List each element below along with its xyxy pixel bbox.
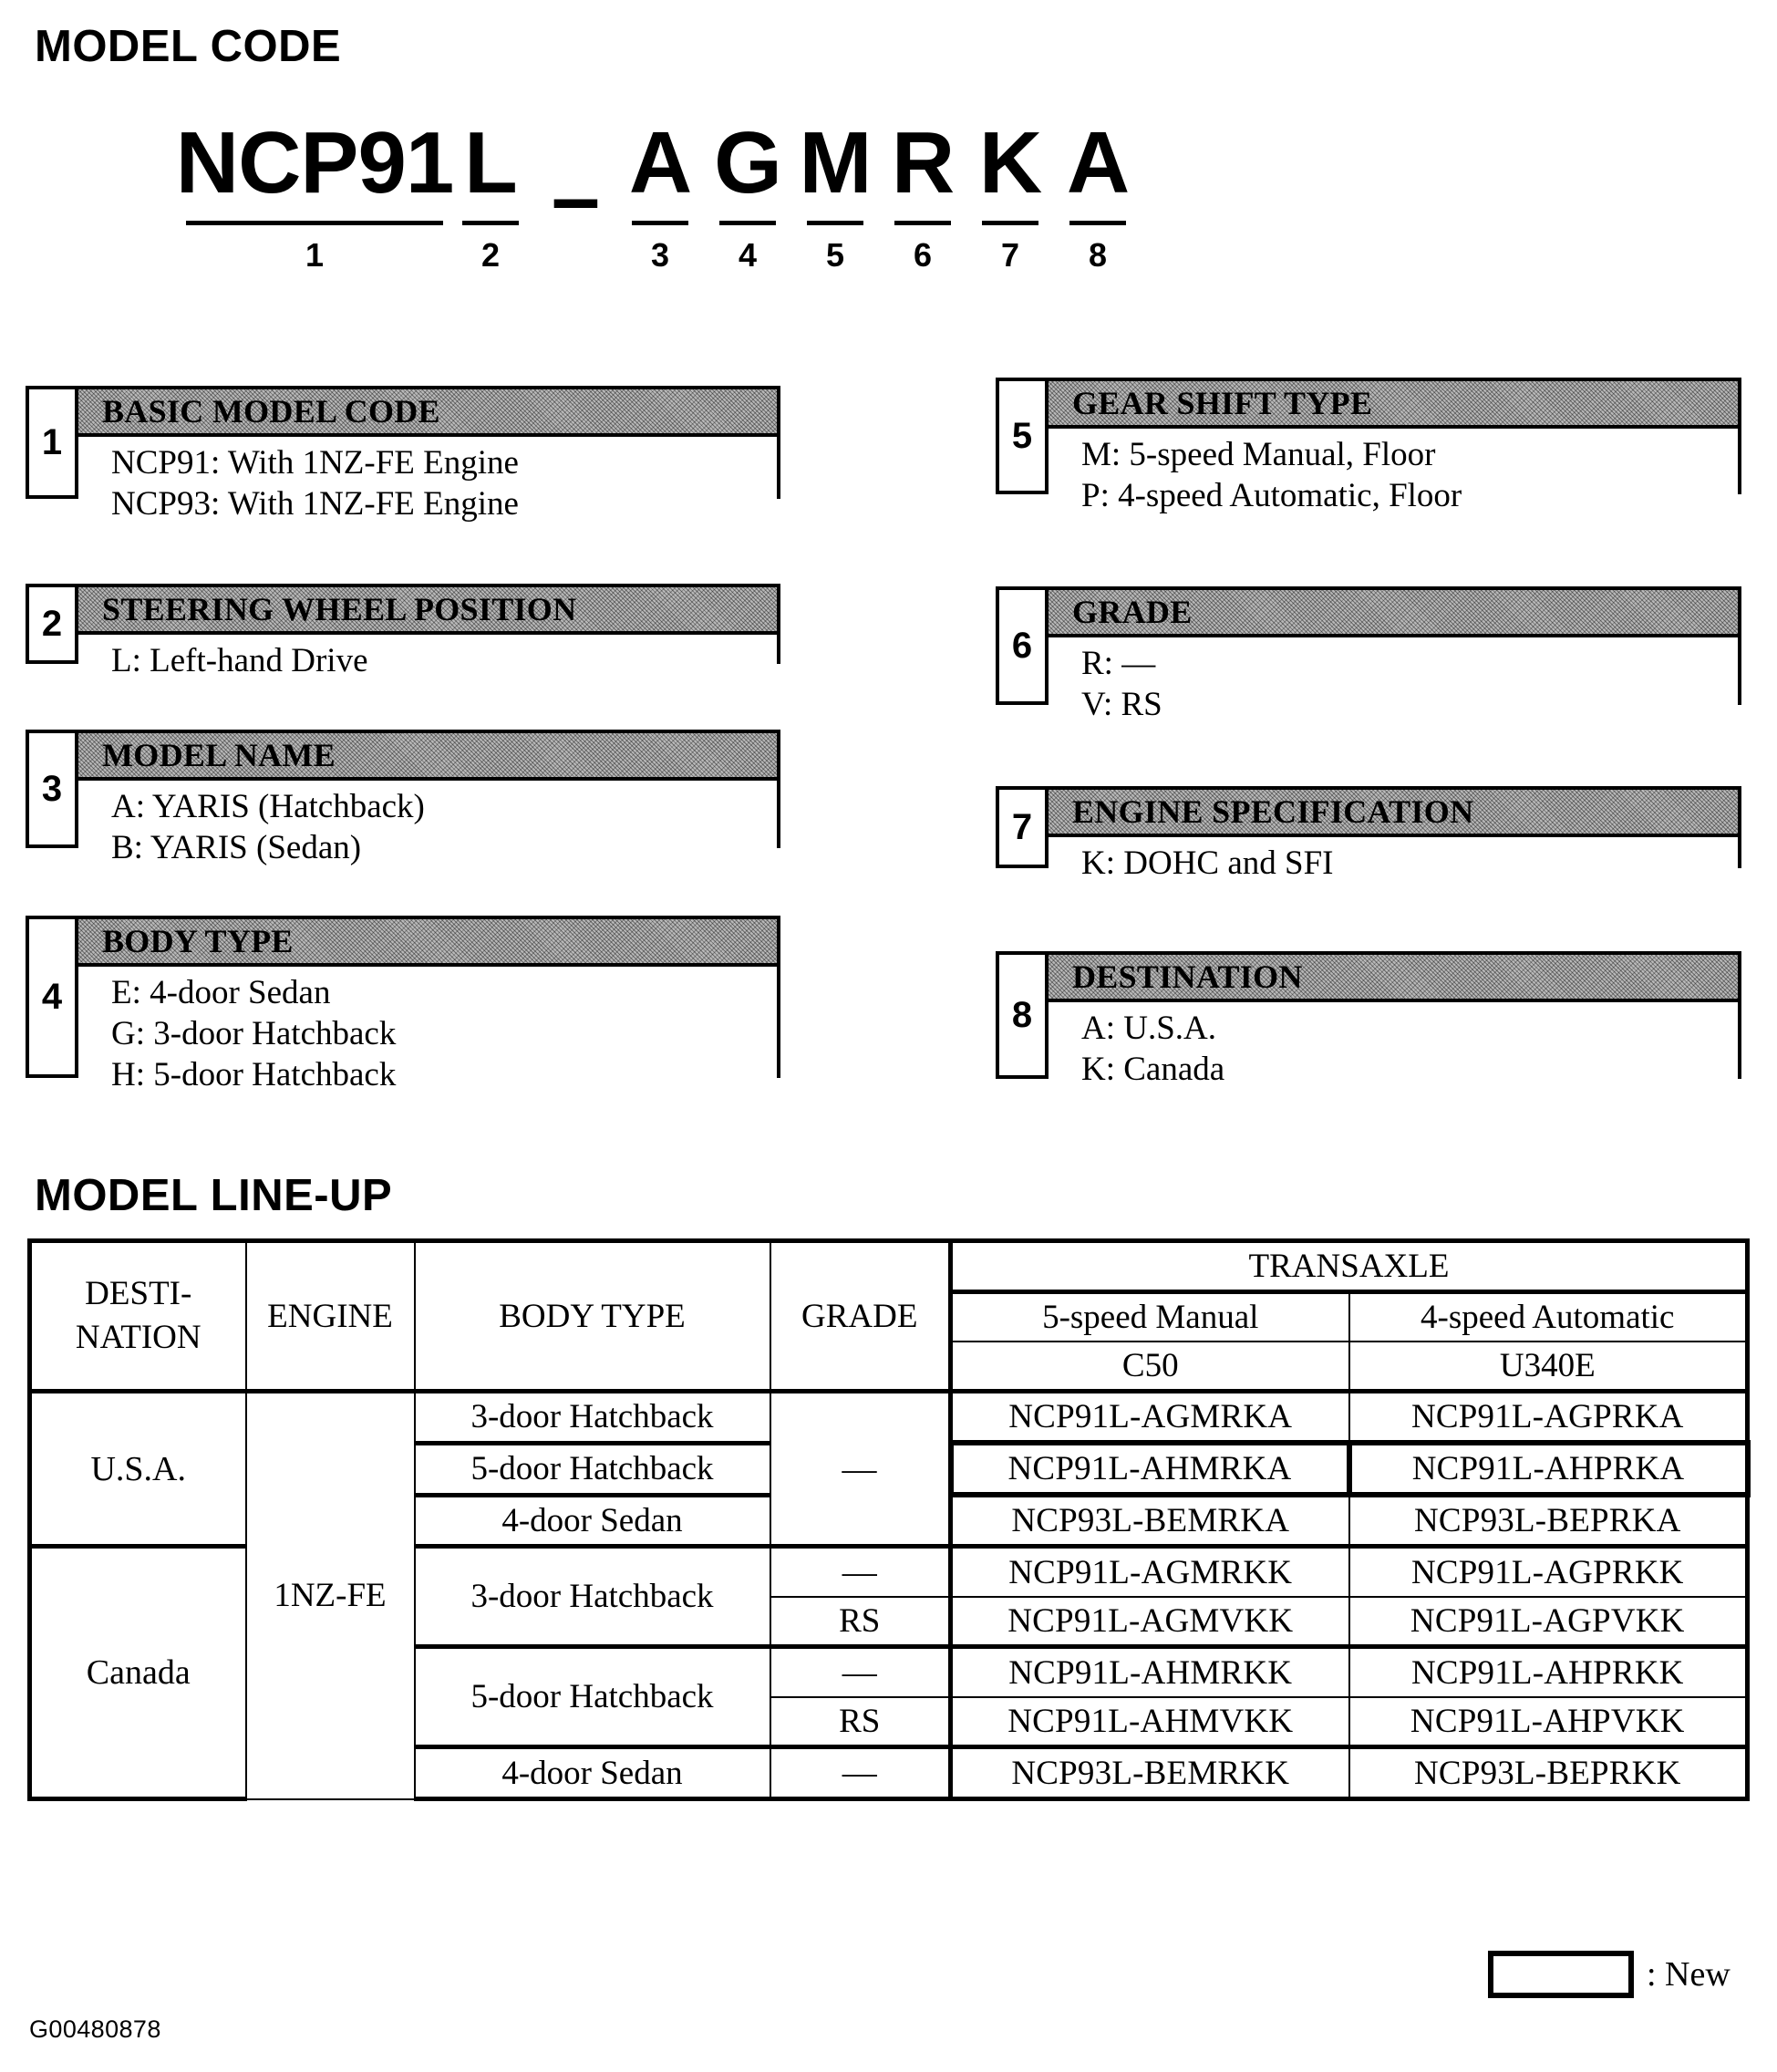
- legend-box-lines: [1049, 1002, 1738, 1097]
- legend-box-steering-wheel-position: [26, 584, 780, 679]
- model-code-heading: MODEL CODE: [35, 22, 342, 71]
- legend-box-number: 7: [999, 790, 1049, 865]
- code-segment-8: [1054, 114, 1142, 274]
- code-index-6: 6: [913, 236, 933, 274]
- legend-box-lines: [78, 967, 777, 1103]
- cell-body-type: 3-door Hatchback: [415, 1392, 770, 1444]
- code-segment-2: [447, 114, 534, 274]
- code-underline-1: [186, 221, 443, 225]
- legend-box-number: 3: [29, 733, 78, 844]
- legend-box-body: [1049, 790, 1738, 882]
- code-segment-1: [175, 114, 454, 274]
- column-header-destination: [30, 1241, 246, 1392]
- legend-line: B: YARIS (Sedan): [111, 829, 362, 866]
- cell-model-code-automatic: NCP93L-BEPRKK: [1349, 1747, 1748, 1799]
- legend-box-number: 8: [999, 955, 1049, 1075]
- code-index-4: 4: [738, 236, 758, 274]
- code-index-1: 1: [305, 236, 325, 274]
- legend-box-number: 1: [29, 389, 78, 495]
- legend-box-engine-specification: [996, 786, 1741, 882]
- column-header-engine: ENGINE: [246, 1241, 415, 1392]
- code-glyph-1: NCP91: [175, 114, 454, 212]
- legend-box-lines: [1049, 837, 1738, 891]
- legend-box-number: 2: [29, 587, 78, 660]
- cell-body-type: 5-door Hatchback: [415, 1647, 770, 1747]
- cell-grade: —: [770, 1547, 951, 1598]
- code-underline-7: [982, 221, 1038, 225]
- code-segment-7: [966, 114, 1054, 274]
- column-header-automatic: 4-speed Automatic: [1349, 1292, 1748, 1342]
- code-index-3: 3: [650, 236, 670, 274]
- code-index-7: 7: [1000, 236, 1020, 274]
- model-lineup-heading: MODEL LINE-UP: [35, 1171, 393, 1220]
- cell-model-code-automatic: NCP91L-AGPRKA: [1349, 1392, 1748, 1444]
- cell-destination-canada: Canada: [30, 1547, 246, 1799]
- model-code-row: [175, 114, 1605, 274]
- column-header-manual: 5-speed Manual: [951, 1292, 1349, 1342]
- cell-model-code-automatic-new: NCP91L-AHPRKA: [1349, 1443, 1748, 1495]
- cell-model-code-automatic: NCP91L-AGPRKK: [1349, 1547, 1748, 1598]
- legend-box-lines: [78, 635, 777, 689]
- cell-model-code-manual: NCP91L-AGMVKK: [951, 1597, 1349, 1647]
- code-glyph-3: A: [628, 114, 692, 212]
- code-segment-5: [791, 114, 879, 274]
- new-legend: [1488, 1951, 1731, 1998]
- column-header-body-type: BODY TYPE: [415, 1241, 770, 1392]
- legend-line: R: —: [1081, 645, 1156, 682]
- legend-box-lines: [1049, 429, 1738, 523]
- legend-line: L: Left-hand Drive: [111, 642, 368, 679]
- code-glyph-4: G: [714, 114, 781, 212]
- cell-model-code-automatic: NCP91L-AHPVKK: [1349, 1697, 1748, 1747]
- code-glyph-separator: –: [551, 149, 600, 246]
- legend-box-body: [78, 919, 777, 1093]
- cell-model-code-automatic: NCP91L-AHPRKK: [1349, 1647, 1748, 1698]
- cell-model-code-manual-new: NCP91L-AHMRKA: [951, 1443, 1349, 1495]
- cell-grade: —: [770, 1392, 951, 1547]
- cell-body-type: 4-door Sedan: [415, 1495, 770, 1547]
- column-header-automatic-code: U340E: [1349, 1342, 1748, 1392]
- legend-box-grade: [996, 586, 1741, 723]
- legend-box-body: [1049, 381, 1738, 514]
- legend-box-title: GRADE: [1049, 590, 1738, 637]
- legend-box-number: 4: [29, 919, 78, 1074]
- legend-box-gear-shift-type: [996, 378, 1741, 514]
- cell-model-code-manual: NCP91L-AHMRKK: [951, 1647, 1349, 1698]
- cell-model-code-manual: NCP91L-AGMRKK: [951, 1547, 1349, 1598]
- table-body: [30, 1392, 1748, 1799]
- legend-box-title: BODY TYPE: [78, 919, 777, 967]
- cell-model-code-automatic: NCP93L-BEPRKA: [1349, 1495, 1748, 1547]
- code-glyph-6: R: [891, 114, 955, 212]
- table-row: [30, 1392, 1748, 1444]
- code-underline-8: [1069, 221, 1126, 225]
- code-index-2: 2: [480, 236, 501, 274]
- legend-box-model-name: [26, 730, 780, 866]
- legend-box-destination: [996, 951, 1741, 1088]
- legend-box-title: GEAR SHIFT TYPE: [1049, 381, 1738, 429]
- legend-box-body-type: [26, 916, 780, 1093]
- code-underline-6: [894, 221, 951, 225]
- legend-line: NCP93: With 1NZ-FE Engine: [111, 485, 519, 523]
- legend-box-lines: [1049, 637, 1738, 732]
- code-underline-2: [462, 221, 519, 225]
- legend-box-basic-model-code: [26, 386, 780, 523]
- code-segment-4: [704, 114, 791, 274]
- code-segment-6: [879, 114, 966, 274]
- figure-id: G00480878: [29, 2015, 161, 2043]
- code-glyph-2: L: [464, 114, 517, 212]
- cell-model-code-manual: NCP93L-BEMRKK: [951, 1747, 1349, 1799]
- model-lineup-table: [27, 1238, 1751, 1801]
- legend-box-title: DESTINATION: [1049, 955, 1738, 1002]
- table-header-row: [30, 1241, 1748, 1292]
- column-header-manual-code: C50: [951, 1342, 1349, 1392]
- code-glyph-8: A: [1066, 114, 1130, 212]
- cell-engine: 1NZ-FE: [246, 1392, 415, 1799]
- legend-box-title: MODEL NAME: [78, 733, 777, 781]
- legend-line: A: YARIS (Hatchback): [111, 788, 425, 825]
- legend-box-lines: [78, 437, 777, 532]
- cell-grade: —: [770, 1747, 951, 1799]
- legend-box-number: 5: [999, 381, 1049, 491]
- cell-model-code-manual: NCP91L-AGMRKA: [951, 1392, 1349, 1444]
- column-header-grade: GRADE: [770, 1241, 951, 1392]
- legend-box-lines: [78, 781, 777, 875]
- code-underline-4: [719, 221, 776, 225]
- code-segment-3: [616, 114, 704, 274]
- cell-body-type: 4-door Sedan: [415, 1747, 770, 1799]
- legend-box-body: [78, 389, 777, 523]
- legend-box-title: STEERING WHEEL POSITION: [78, 587, 777, 635]
- cell-destination-usa: U.S.A.: [30, 1392, 246, 1547]
- code-index-5: 5: [825, 236, 845, 274]
- cell-model-code-manual: NCP91L-AHMVKK: [951, 1697, 1349, 1747]
- legend-line: A: U.S.A.: [1081, 1010, 1217, 1047]
- code-glyph-5: M: [799, 114, 872, 212]
- cell-body-type: 5-door Hatchback: [415, 1443, 770, 1495]
- cell-grade: RS: [770, 1697, 951, 1747]
- legend-line: K: DOHC and SFI: [1081, 844, 1334, 882]
- code-underline-3: [632, 221, 688, 225]
- legend-box-title: BASIC MODEL CODE: [78, 389, 777, 437]
- legend-box-body: [78, 587, 777, 679]
- column-header-transaxle: TRANSAXLE: [951, 1241, 1748, 1292]
- legend-line: G: 3-door Hatchback: [111, 1015, 397, 1052]
- code-glyph-7: K: [978, 114, 1042, 212]
- legend-box-body: [1049, 590, 1738, 723]
- cell-body-type: 3-door Hatchback: [415, 1547, 770, 1647]
- new-legend-swatch: [1488, 1951, 1634, 1998]
- model-code-diagram: [175, 114, 1605, 319]
- legend-line: V: RS: [1081, 686, 1162, 723]
- cell-model-code-manual: NCP93L-BEMRKA: [951, 1495, 1349, 1547]
- code-index-8: 8: [1088, 236, 1108, 274]
- column-header-destination-line2: NATION: [75, 1319, 201, 1356]
- code-underline-5: [807, 221, 863, 225]
- legend-box-body: [78, 733, 777, 866]
- legend-line: H: 5-door Hatchback: [111, 1056, 397, 1093]
- column-header-destination-line1: DESTI-: [85, 1275, 192, 1312]
- cell-grade: RS: [770, 1597, 951, 1647]
- legend-line: M: 5-speed Manual, Floor: [1081, 436, 1436, 473]
- new-legend-label: : New: [1647, 1955, 1731, 1994]
- legend-line: K: Canada: [1081, 1051, 1225, 1088]
- legend-line: NCP91: With 1NZ-FE Engine: [111, 444, 519, 482]
- legend-line: E: 4-door Sedan: [111, 974, 331, 1011]
- cell-model-code-automatic: NCP91L-AGPVKK: [1349, 1597, 1748, 1647]
- legend-line: P: 4-speed Automatic, Floor: [1081, 477, 1462, 514]
- table-header: [30, 1241, 1748, 1392]
- legend-box-title: ENGINE SPECIFICATION: [1049, 790, 1738, 837]
- cell-grade: —: [770, 1647, 951, 1698]
- code-segment-separator: [534, 149, 616, 273]
- legend-box-body: [1049, 955, 1738, 1088]
- legend-box-number: 6: [999, 590, 1049, 701]
